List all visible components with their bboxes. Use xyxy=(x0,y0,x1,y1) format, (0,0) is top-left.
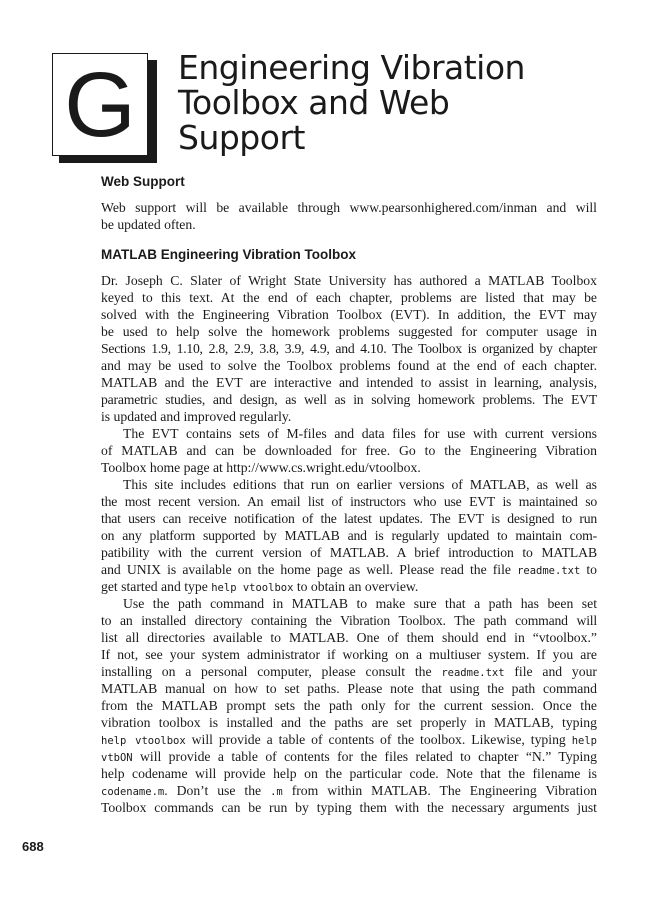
chapter-title-line: Engineering Vibration xyxy=(178,48,525,87)
text-line: MATLAB and the EVT are interactive and intended to assist in learning, analysis, xyxy=(101,375,597,390)
text-line xyxy=(101,561,597,578)
text-line: that users can receive notification of the latest updates. The EVT is designed to run xyxy=(101,511,597,526)
text-line: the most recent version. An email list of instructors who use EVT is maintained so xyxy=(101,494,597,509)
text-line: patibility with the current version of MATLAB. A brief introduction to MATLAB xyxy=(101,545,597,560)
text-line: from the MATLAB prompt sets the path only for the current session. Once the xyxy=(101,698,597,713)
text-line: be updated often. xyxy=(101,217,196,232)
text-line: Web support will be available through www.pearsonhighered.com/inman and will xyxy=(101,200,597,215)
toolbox-paragraph-1 xyxy=(101,272,597,816)
text-line: Sections 1.9, 1.10, 2.8, 2.9, 3.8, 3.9, 4.9, and 4.10. The Toolbox is organized by chapter xyxy=(101,341,597,356)
text-line: The EVT contains sets of M-files and data files for use with current versions xyxy=(123,426,597,441)
section-heading-web-support: Web Support xyxy=(101,174,185,189)
chapter-title-line: Support xyxy=(178,118,305,157)
text-line: Use the path command in MATLAB to make sure that a path has been set xyxy=(123,596,597,611)
text-line: help codename will provide help on the particular code. Note that the filename is xyxy=(101,766,597,781)
text-fragment: to xyxy=(586,562,598,577)
text-fragment: to obtain an overview. xyxy=(296,579,419,594)
text-line: list all directories available to MATLAB. One of them should end in “vtoolbox.” xyxy=(101,630,597,645)
text-fragment: from within MATLAB. The Engineering Vibration xyxy=(291,783,598,798)
text-line: parametric studies, and design, as well as in solving homework problems. The EVT xyxy=(101,392,597,407)
text-line xyxy=(101,748,597,765)
text-line xyxy=(101,578,597,595)
inline-code: readme.txt xyxy=(441,667,505,679)
text-line: vibration toolbox is installed and the paths are set properly in MATLAB, typing xyxy=(101,715,597,730)
text-line xyxy=(101,782,597,799)
web-support-paragraph xyxy=(101,199,597,233)
text-fragment: installing on a personal computer, please consult the xyxy=(101,664,432,679)
chapter-title xyxy=(178,50,525,155)
inline-code: readme.txt xyxy=(517,565,581,577)
text-fragment: file and your xyxy=(514,664,597,679)
text-line: If not, see your system administrator if working on a multiuser system. If you are xyxy=(101,647,597,662)
text-line xyxy=(101,731,597,748)
text-line: is updated and improved regularly. xyxy=(101,409,292,424)
text-line xyxy=(101,663,597,680)
text-line: Toolbox commands can be run by typing them with the necessary arguments just xyxy=(101,800,597,815)
text-line: solved with the Engineering Vibration Toolbox (EVT). In addition, the EVT may xyxy=(101,307,597,322)
text-line: on any platform supported by MATLAB and is regularly updated to maintain com- xyxy=(101,528,597,543)
text-line: be used to help solve the homework problems suggested for computer usage in xyxy=(101,324,597,339)
section-heading-toolbox: MATLAB Engineering Vibration Toolbox xyxy=(101,247,356,262)
text-line: Toolbox home page at http://www.cs.wright.edu/vtoolbox. xyxy=(101,460,421,475)
inline-code: codename.m xyxy=(101,786,165,798)
text-fragment: . Don’t use the xyxy=(164,783,262,798)
text-line: This site includes editions that run on earlier versions of MATLAB, as well as xyxy=(123,477,597,492)
text-fragment: will provide a table of contents of the toolbox. Likewise, typing xyxy=(191,732,566,747)
text-fragment: will provide a table of contents for the files related to chapter “N.” Typing xyxy=(140,749,597,764)
text-line: MATLAB manual on how to set paths. Please note that using the path command xyxy=(101,681,597,696)
text-fragment: get started and type xyxy=(101,579,208,594)
page-number: 688 xyxy=(22,839,44,854)
text-line: Dr. Joseph C. Slater of Wright State University has authored a MATLAB Toolbox xyxy=(101,273,597,288)
text-line: and may be used to solve the Toolbox problems found at the end of each chapter. xyxy=(101,358,597,373)
inline-code: help vtoolbox xyxy=(211,582,294,594)
text-fragment: and UNIX is available on the home page as well. Please read the file xyxy=(101,562,511,577)
inline-code: help xyxy=(571,735,597,747)
inline-code: vtbON xyxy=(101,752,133,764)
inline-code: .m xyxy=(270,786,283,798)
inline-code: help vtoolbox xyxy=(101,735,186,747)
text-line: keyed to this text. At the end of each chapter, problems are listed that may be xyxy=(101,290,597,305)
text-line: to an installed directory containing the Vibration Toolbox. The path command will xyxy=(101,613,597,628)
chapter-letter-box xyxy=(52,53,148,156)
chapter-letter: G xyxy=(64,53,136,156)
chapter-title-line: Toolbox and Web xyxy=(178,83,450,122)
text-line: of MATLAB and can be downloaded for free. Go to the Engineering Vibration xyxy=(101,443,597,458)
